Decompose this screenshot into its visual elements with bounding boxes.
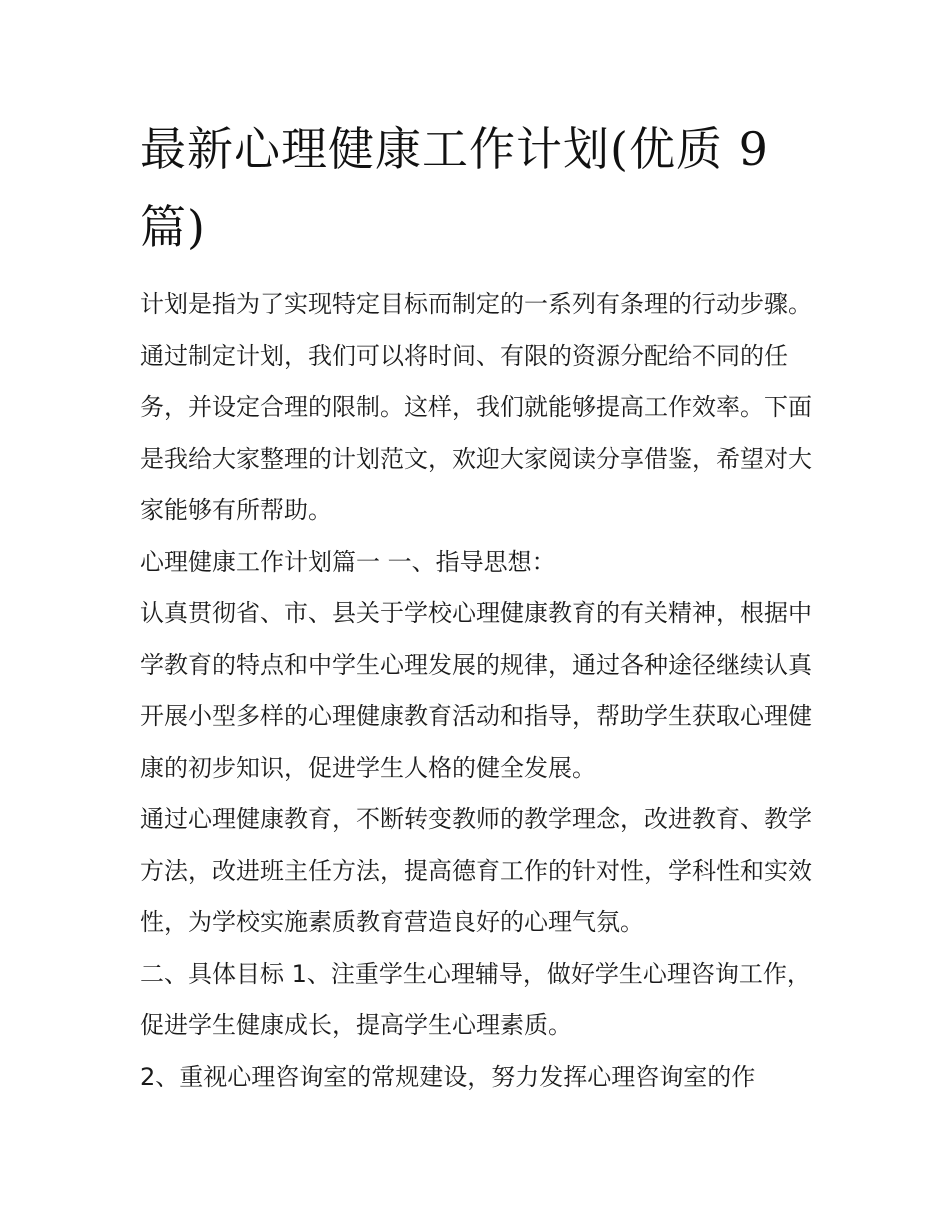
paragraph-teacher-education: 通过心理健康教育，不断转变教师的教学理念，改进教育、教学方法，改进班主任方法，提高德育工作的针对性，学科性和实效性，为学校实施素质教育营造良好的心理气氛。 [140, 805, 812, 936]
paragraph-guiding-thought: 认真贯彻省、市、县关于学校心理健康教育的有关精神，根据中学教育的特点和中学生心理发展的规律，通过各种途径继续认真开展小型多样的心理健康教育活动和指导，帮助学生获取心理健康的初步知识，促进学生人格的健全发展。 [140, 599, 812, 782]
paragraph-specific-goal-1: 二、具体目标 1、注重学生心理辅导，做好学生心理咨询工作，促进学生健康成长，提高学生心理素质。 [140, 959, 811, 1039]
document-body [140, 279, 812, 1103]
paragraph-section-heading: 心理健康工作计划篇一 一、指导思想： [140, 547, 556, 576]
paragraph-specific-goal-2: 2、重视心理咨询室的常规建设，努力发挥心理咨询室的作 [140, 1062, 756, 1091]
document-title: 最新心理健康工作计划(优质 9 篇) [140, 122, 769, 254]
paragraph-intro: 计划是指为了实现特定目标而制定的一系列有条理的行动步骤。通过制定计划，我们可以将时间、有限的资源分配给不同的任务，并设定合理的限制。这样，我们就能够提高工作效率。下面是我给大家整理的计划范文，欢迎大家阅读分享借鉴，希望对大家能够有所帮助。 [140, 290, 812, 524]
